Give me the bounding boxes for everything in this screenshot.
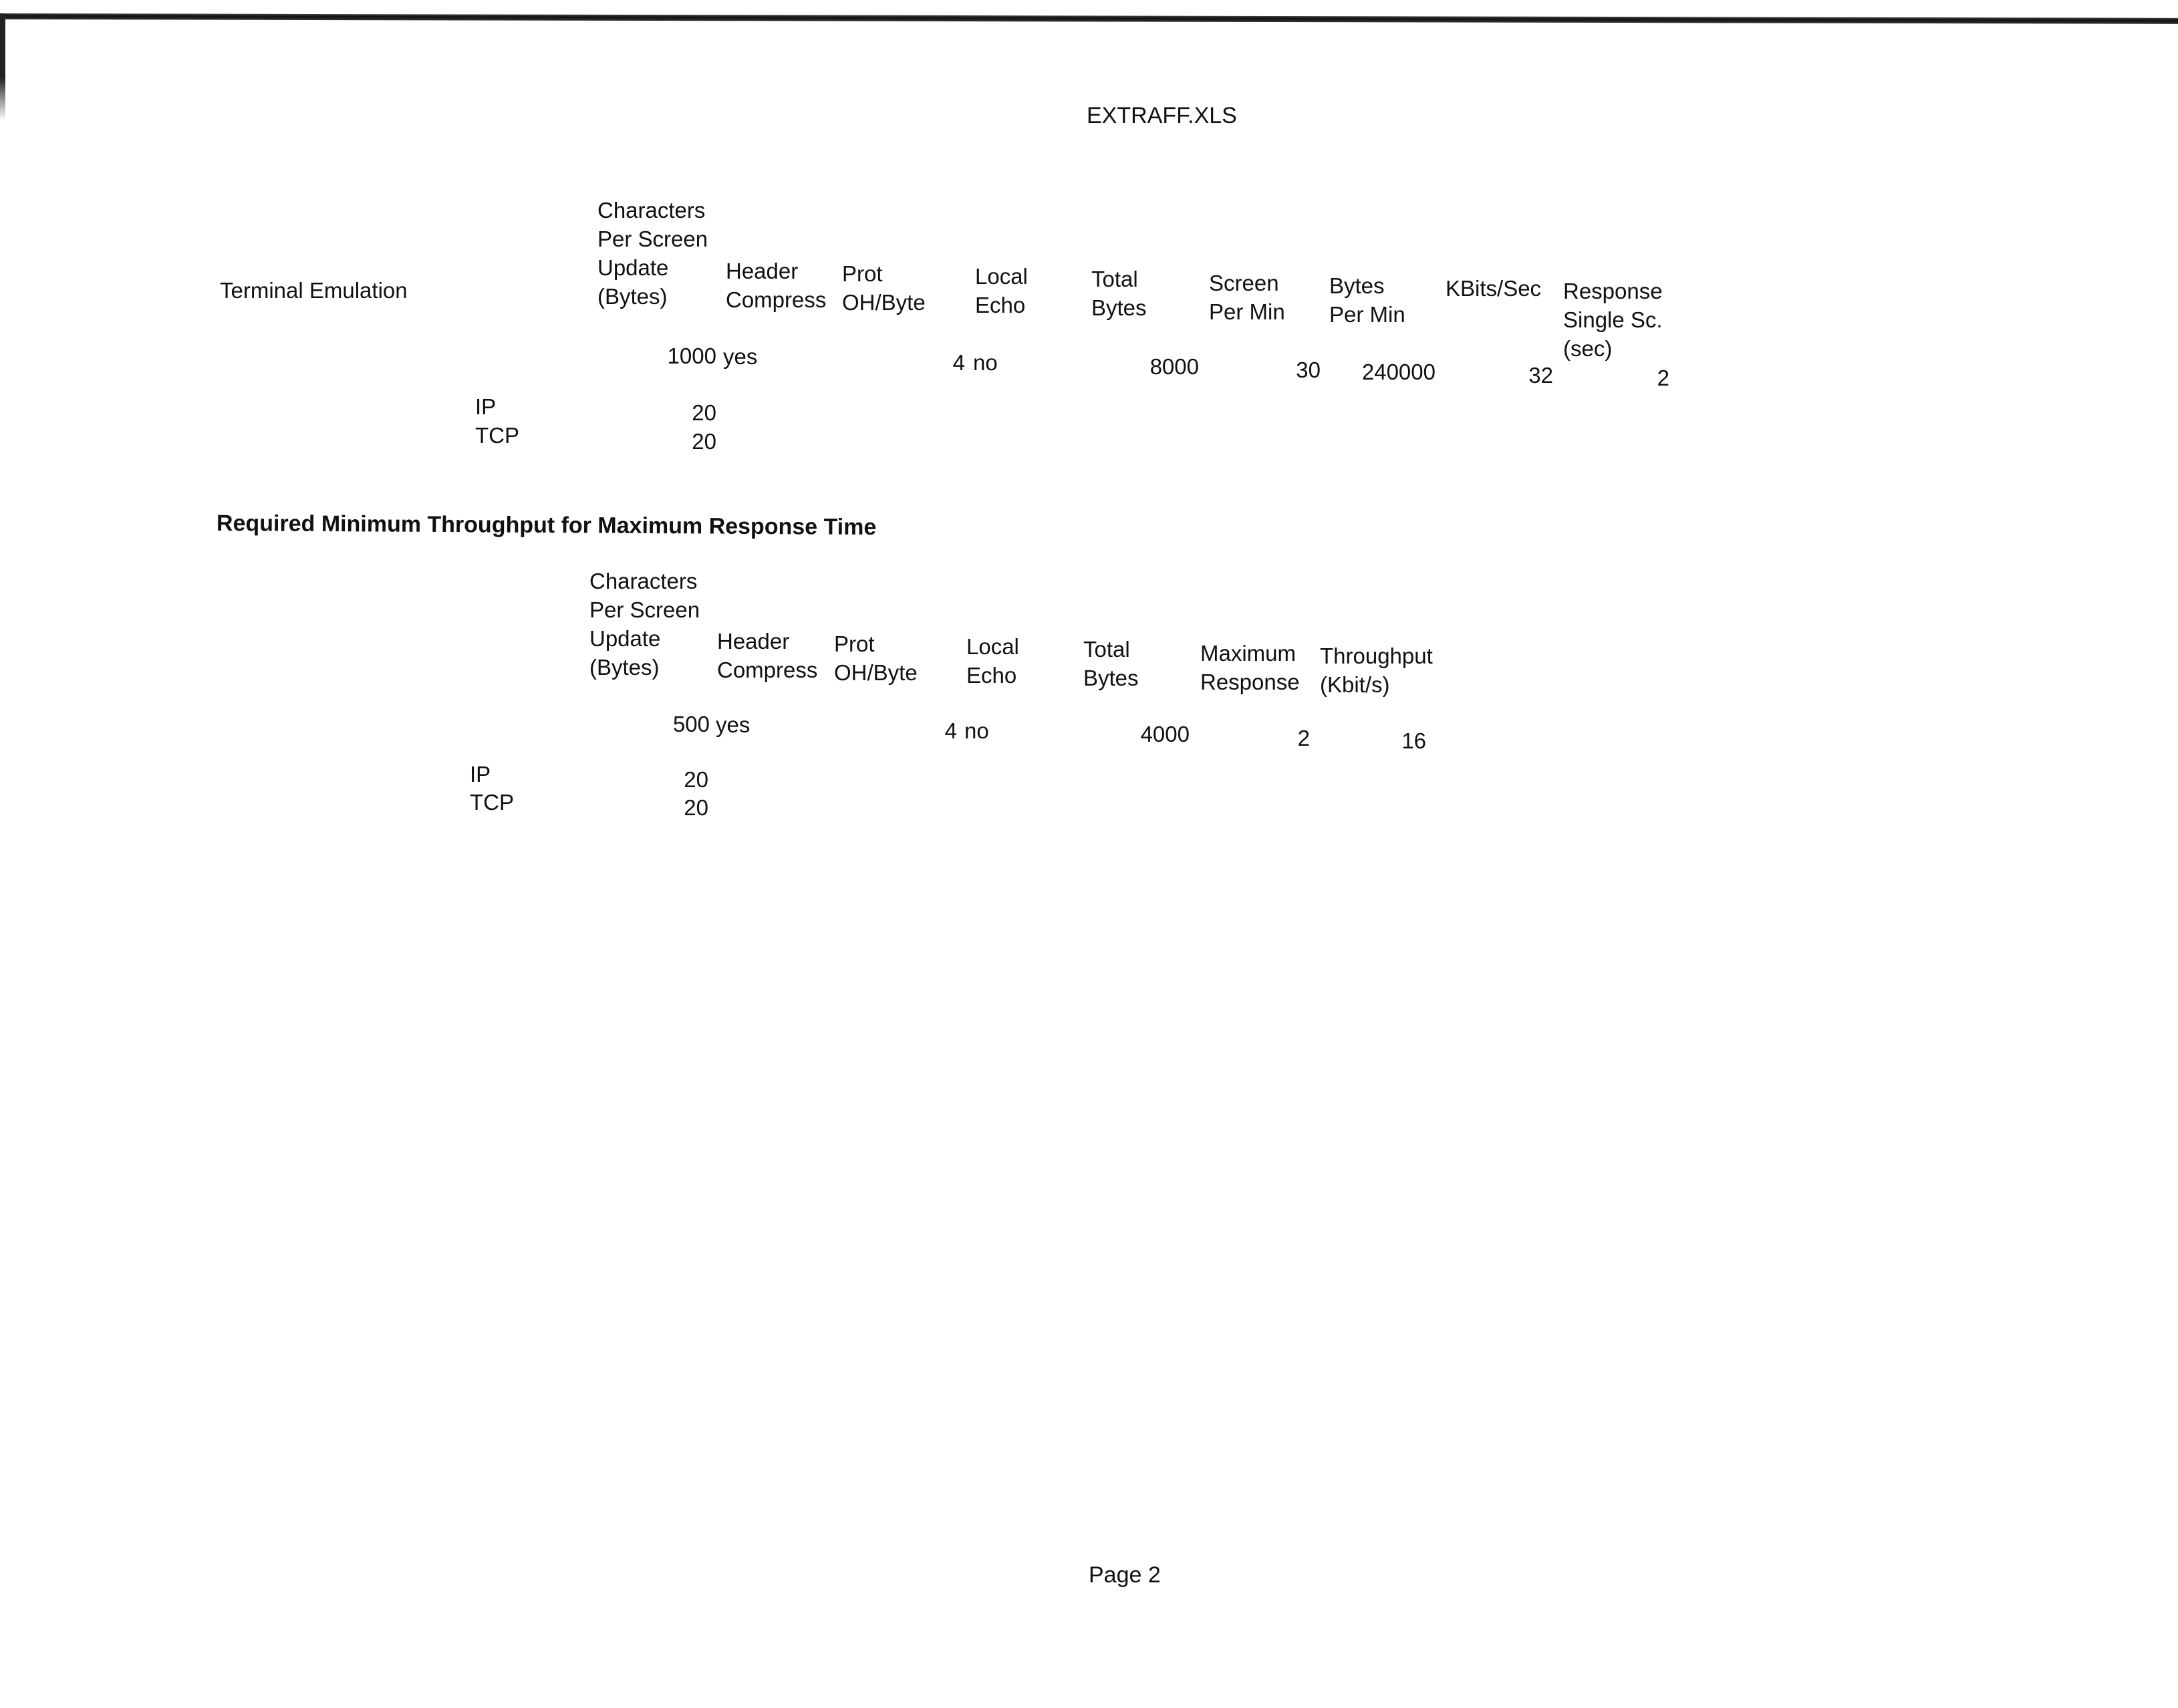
s1-overhead-value-ip: 20 xyxy=(692,400,716,425)
s1-header-screen-per-min: Screen Per Min xyxy=(1209,271,1285,324)
s2-header-local-echo: Local Echo xyxy=(966,634,1019,688)
s2-header-maximum-response: Maximum Response xyxy=(1200,641,1300,694)
s1-header-total-bytes: Total Bytes xyxy=(1091,267,1147,320)
s2-value-local-echo: no xyxy=(964,718,989,743)
scan-edge-left xyxy=(0,13,5,120)
s2-header-throughput: Throughput (Kbit/s) xyxy=(1320,644,1433,697)
s1-overhead-label-tcp: TCP xyxy=(475,423,519,448)
s2-header-chars-per-screen: Characters Per Screen Update (Bytes) xyxy=(589,569,700,680)
s1-value-header-compress: yes xyxy=(723,344,758,369)
s2-header-total-bytes: Total Bytes xyxy=(1083,637,1139,690)
s2-value-header-compress: yes xyxy=(716,712,751,737)
s1-header-prot-oh-byte: Prot OH/Byte xyxy=(842,261,926,315)
document-filename: EXTRAFF.XLS xyxy=(1087,103,1237,128)
s2-value-chars-per-screen: 500 xyxy=(672,712,710,736)
s1-header-chars-per-screen: Characters Per Screen Update (Bytes) xyxy=(597,198,708,309)
section-title-required-minimum-throughput: Required Minimum Throughput for Maximum Response Time xyxy=(216,511,877,541)
s1-header-header-compress: Header Compress xyxy=(726,259,827,312)
s1-header-kbits-sec: KBits/Sec xyxy=(1446,276,1542,301)
s1-value-response-single: 2 xyxy=(1657,366,1669,390)
page-number: Page 2 xyxy=(1089,1562,1161,1588)
s1-header-bytes-per-min: Bytes Per Min xyxy=(1329,273,1405,327)
s2-overhead-label-tcp: TCP xyxy=(470,790,514,815)
row-label-terminal-emulation: Terminal Emulation xyxy=(220,278,408,303)
s1-value-local-echo: no xyxy=(973,350,998,375)
s2-header-prot-oh-byte: Prot OH/Byte xyxy=(834,631,918,685)
s1-value-total-bytes: 8000 xyxy=(1149,354,1199,379)
s1-value-prot-oh-byte: 4 xyxy=(952,350,965,375)
s1-value-chars-per-screen: 1000 xyxy=(667,343,716,368)
s1-overhead-label-ip: IP xyxy=(475,394,497,419)
s1-value-screen-per-min: 30 xyxy=(1296,358,1321,382)
s2-overhead-label-ip: IP xyxy=(470,762,491,787)
s1-header-local-echo: Local Echo xyxy=(975,264,1028,317)
s2-value-throughput: 16 xyxy=(1401,728,1426,753)
s1-value-kbits-sec: 32 xyxy=(1528,363,1553,388)
scan-edge-top xyxy=(0,13,2178,24)
s2-value-total-bytes: 4000 xyxy=(1140,722,1190,746)
s2-value-prot-oh-byte: 4 xyxy=(944,718,957,743)
s2-header-header-compress: Header Compress xyxy=(717,629,818,682)
s1-header-response-single: Response Single Sc. (sec) xyxy=(1563,279,1663,361)
s1-overhead-value-tcp: 20 xyxy=(692,429,716,454)
s2-value-maximum-response: 2 xyxy=(1297,726,1310,750)
s2-overhead-value-tcp: 20 xyxy=(684,795,708,820)
s2-overhead-value-ip: 20 xyxy=(684,767,708,792)
s1-value-bytes-per-min: 240000 xyxy=(1361,360,1436,384)
